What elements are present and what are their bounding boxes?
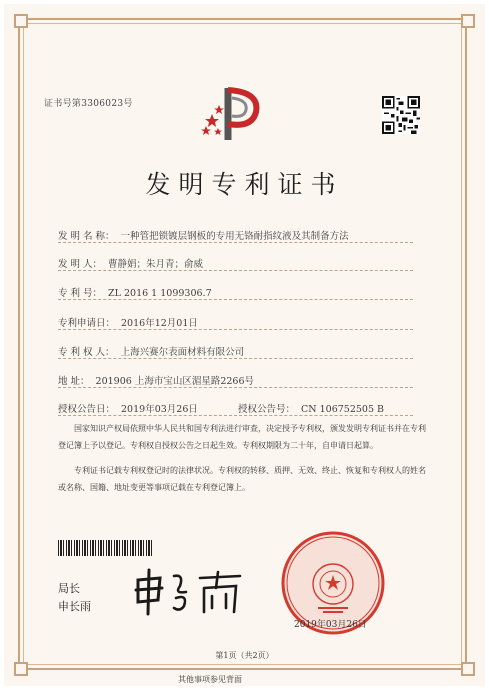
divider — [58, 387, 413, 388]
field-label: 发 明 人： — [58, 259, 103, 270]
director-name: 申长雨 — [58, 600, 91, 613]
barcode — [58, 540, 152, 556]
page-indicator: 第1页（共2页） — [215, 651, 274, 660]
qr-code — [382, 96, 420, 134]
field-value: 2019年03月26日 — [121, 404, 198, 415]
divider — [58, 270, 413, 271]
divider — [58, 299, 413, 300]
field-label: 专利申请日： — [58, 318, 116, 329]
field-value: 201906 上海市宝山区湄星路2266号 — [95, 376, 254, 387]
field-patent-number — [58, 285, 212, 299]
corner-ornament — [14, 662, 28, 676]
seal-date: 2019年03月26日 — [294, 620, 367, 630]
divider — [58, 415, 413, 416]
field-patentee — [58, 344, 244, 358]
field-value: 上海兴赛尔表面材料有限公司 — [120, 347, 245, 358]
certificate-number: 证书号第3306023号 — [44, 99, 133, 109]
field-value: CN 106752505 B — [301, 404, 385, 415]
divider — [58, 358, 413, 359]
back-note: 其他事项参见背面 — [178, 675, 242, 684]
corner-ornament — [461, 14, 475, 28]
field-label: 授权公告日： — [58, 404, 116, 415]
grant-statement: 国家知识产权局依照中华人民共和国专利法进行审查，决定授予专利权，颁发发明专利证书并在专利登记簿上予以登记。专利权自授权公告之日起生效。专利权期限为二十年，自申请日起算。 — [58, 424, 426, 450]
field-inventors — [58, 256, 203, 270]
corner-ornament — [14, 14, 28, 28]
field-label: 专 利 号： — [58, 288, 103, 299]
field-application-date — [58, 315, 198, 329]
field-value: 一种管把锁镀层钢板的专用无铬耐指纹液及其制备方法 — [120, 231, 349, 242]
field-publication-number — [238, 401, 384, 415]
field-address — [58, 373, 254, 387]
field-label: 授权公告号： — [238, 404, 296, 415]
field-value: 2016年12月01日 — [121, 318, 198, 329]
divider — [58, 329, 413, 330]
field-label: 专 利 权 人： — [58, 347, 115, 358]
field-invention-title — [58, 228, 349, 242]
field-value: ZL 2016 1 1099306.7 — [108, 288, 212, 299]
field-label: 地 址： — [58, 376, 90, 387]
field-label: 发 明 名 称： — [58, 231, 115, 242]
field-value: 曹静娟；朱月青；俞威 — [108, 259, 204, 270]
divider — [58, 242, 413, 243]
director-title: 局长 — [58, 582, 80, 595]
corner-ornament — [461, 662, 475, 676]
certificate-title: 发明专利证书 — [145, 170, 344, 199]
legal-status-note: 专利证书记载专利权登记时的法律状况。专利权的转移、质押、无效、终止、恢复和专利权人的姓名或名称、国籍、地址变更等事项记载在专利登记簿上。 — [58, 466, 426, 492]
cnipa-logo-icon — [198, 78, 268, 148]
signature — [130, 566, 250, 618]
field-grant-date — [58, 401, 198, 415]
